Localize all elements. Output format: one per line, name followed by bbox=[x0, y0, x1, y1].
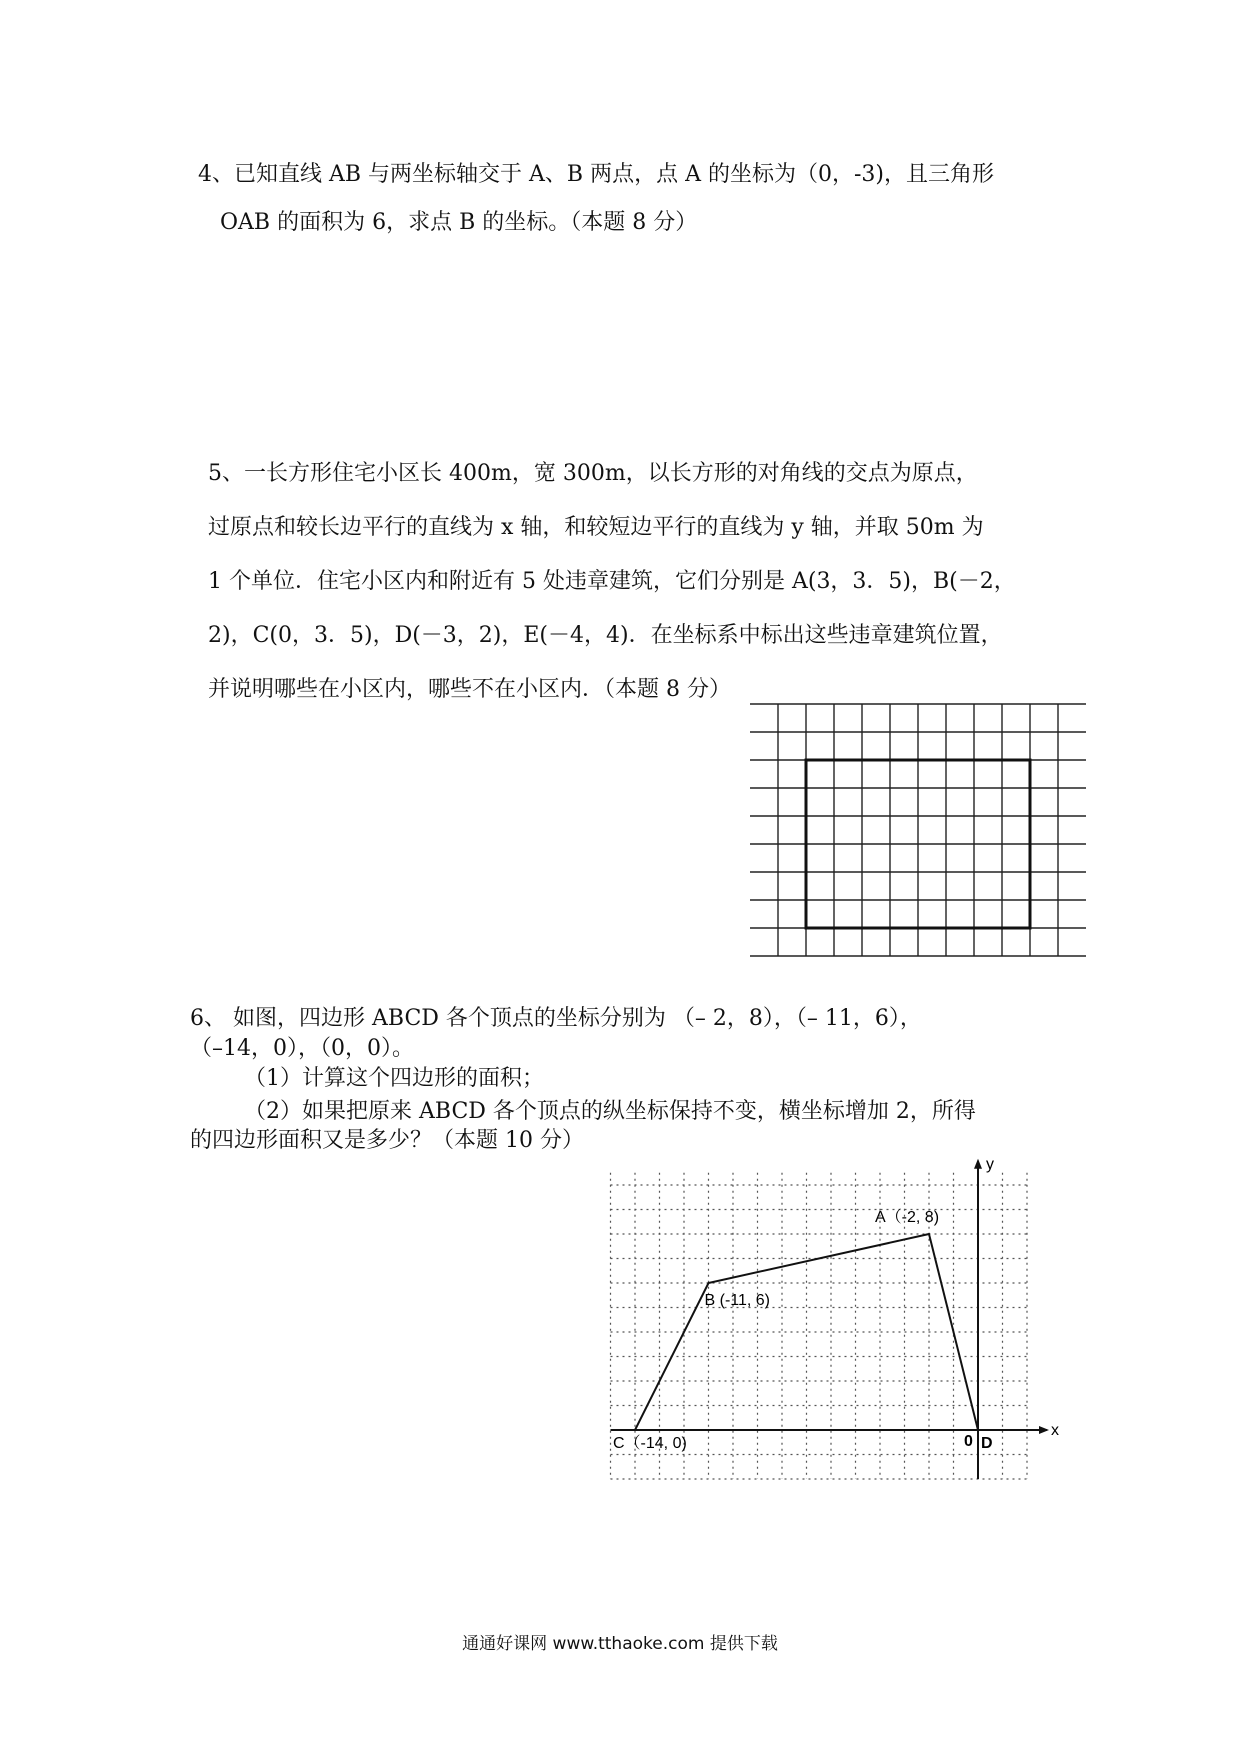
q5-grid-paper bbox=[750, 700, 1086, 960]
y-axis-label: y bbox=[986, 1155, 994, 1173]
q5-line: 1 个单位．住宅小区内和附近有 5 处违章建筑，它们分别是 A(3，3．5)，B(－2， bbox=[208, 569, 1016, 594]
q6-sub-2: （2）如果把原来 ABCD 各个顶点的纵坐标保持不变，横坐标增加 2，所得 bbox=[244, 1099, 976, 1124]
q5-line: 5、一长方形住宅小区长 400m，宽 300m，以长方形的对角线的交点为原点， bbox=[208, 461, 978, 486]
q4-line-1: 4、已知直线 AB 与两坐标轴交于 A、B 两点，点 A 的坐标为（0，-3)，且三角形 bbox=[198, 162, 994, 187]
q6-sub-1: （1）计算这个四边形的面积； bbox=[244, 1066, 544, 1091]
q5-line: 并说明哪些在小区内，哪些不在小区内．（本题 8 分） bbox=[208, 677, 731, 702]
point-d-label: D bbox=[981, 1435, 993, 1452]
q4-line-2: OAB 的面积为 6，求点 B 的坐标。（本题 8 分） bbox=[220, 210, 698, 235]
footer-credit: 通通好课网 www.tthaoke.com 提供下载 bbox=[462, 1634, 778, 1654]
q5-line: 过原点和较长边平行的直线为 x 轴，和较短边平行的直线为 y 轴，并取 50m 为 bbox=[208, 515, 984, 540]
x-axis-label: x bbox=[1051, 1422, 1059, 1439]
x-axis-arrow bbox=[1039, 1426, 1049, 1434]
point-b-label: B (-11, 6) bbox=[704, 1292, 770, 1309]
origin-label: 0 bbox=[964, 1433, 973, 1450]
y-axis-arrow bbox=[974, 1159, 982, 1169]
point-c-label: C（-14, 0) bbox=[613, 1435, 687, 1452]
q6-line-5: 的四边形面积又是多少？（本题 10 分） bbox=[190, 1128, 584, 1153]
q5-line: 2)，C(0，3．5)，D(－3，2)，E(－4，4)．在坐标系中标出这些违章建筑位置， bbox=[208, 623, 1003, 648]
point-a-label: A（-2, 8) bbox=[875, 1209, 940, 1226]
q6-line-2: （–14，0），（0，0）。 bbox=[190, 1036, 414, 1061]
q6-line-1: 6、 如图，四边形 ABCD 各个顶点的坐标分别为 （– 2，8），（– 11，6）， bbox=[190, 1006, 922, 1031]
q5-text bbox=[208, 447, 1068, 717]
q6-coordinate-figure bbox=[572, 1152, 1059, 1482]
